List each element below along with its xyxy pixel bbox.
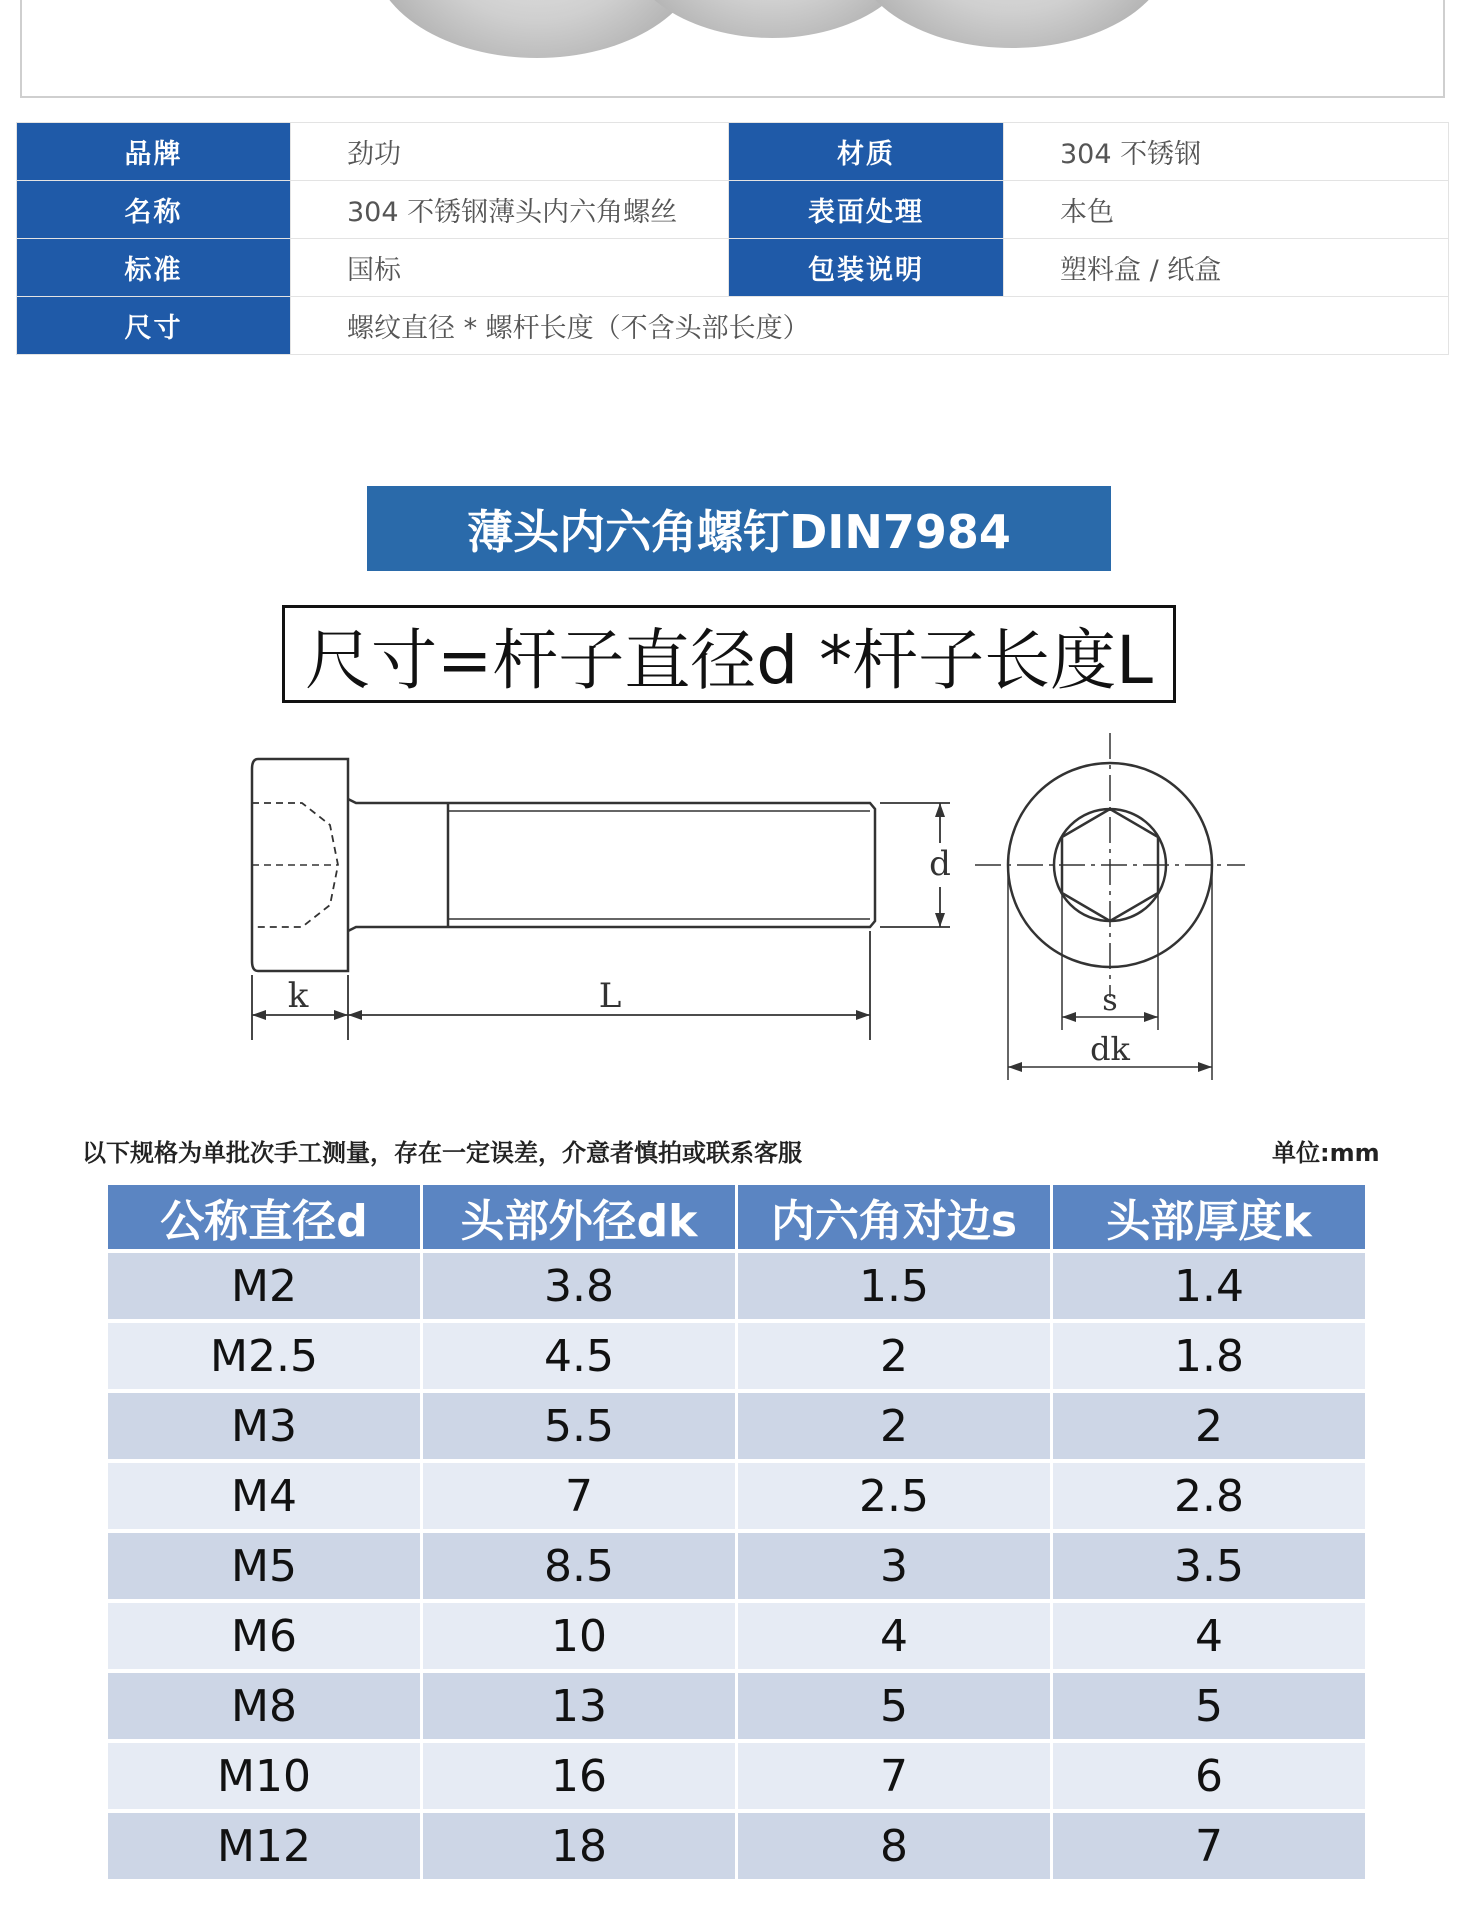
table-row [108, 1323, 1365, 1389]
spec-value: 304 不锈钢 [1004, 123, 1449, 181]
label-d: d [929, 844, 951, 884]
spec-key: 标准 [17, 239, 291, 297]
table-cell: 3.5 [1053, 1533, 1365, 1599]
table-row [108, 1253, 1365, 1319]
table-cell: 2 [738, 1393, 1050, 1459]
spec-key: 品牌 [17, 123, 291, 181]
spec-key: 包装说明 [729, 239, 1004, 297]
table-row [108, 1393, 1365, 1459]
table-cell: M2.5 [108, 1323, 420, 1389]
table-cell: 3.8 [423, 1253, 735, 1319]
table-cell: 5 [1053, 1673, 1365, 1739]
label-dk: dk [1090, 1030, 1130, 1068]
column-header: 内六角对边s [738, 1185, 1050, 1249]
spec-row [17, 181, 1449, 239]
spec-key: 名称 [17, 181, 291, 239]
spec-key: 表面处理 [729, 181, 1004, 239]
table-row [108, 1813, 1365, 1879]
table-cell: 6 [1053, 1743, 1365, 1809]
table-cell: 7 [423, 1463, 735, 1529]
spec-table [16, 122, 1449, 355]
column-header: 头部外径dk [423, 1185, 735, 1249]
table-cell: M8 [108, 1673, 420, 1739]
table-cell: 1.8 [1053, 1323, 1365, 1389]
table-cell: 4 [738, 1603, 1050, 1669]
table-row [108, 1743, 1365, 1809]
table-cell: 2.8 [1053, 1463, 1365, 1529]
column-header: 头部厚度k [1053, 1185, 1365, 1249]
table-cell: M5 [108, 1533, 420, 1599]
table-cell: 2 [1053, 1393, 1365, 1459]
spec-value: 螺纹直径 * 螺杆长度（不含头部长度） [291, 297, 1449, 355]
screw-diagram [230, 725, 1250, 1095]
table-cell: 5.5 [423, 1393, 735, 1459]
table-row [108, 1463, 1365, 1529]
label-L: L [598, 976, 622, 1016]
table-cell: 5 [738, 1673, 1050, 1739]
table-cell: 3 [738, 1533, 1050, 1599]
table-cell: M12 [108, 1813, 420, 1879]
spec-value: 304 不锈钢薄头内六角螺丝 [291, 181, 729, 239]
table-cell: 1.4 [1053, 1253, 1365, 1319]
column-header: 公称直径d [108, 1185, 420, 1249]
unit-label: 单位:mm [1272, 1139, 1380, 1167]
table-cell: M6 [108, 1603, 420, 1669]
table-cell: 8 [738, 1813, 1050, 1879]
measurement-note: 以下规格为单批次手工测量，存在一定误差，介意者慎拍或联系客服 [82, 1139, 802, 1167]
table-cell: M2 [108, 1253, 420, 1319]
table-cell: 7 [1053, 1813, 1365, 1879]
table-cell: M3 [108, 1393, 420, 1459]
size-formula: 尺寸=杆子直径d *杆子长度L [282, 605, 1176, 703]
table-cell: 16 [423, 1743, 735, 1809]
table-cell: 13 [423, 1673, 735, 1739]
table-cell: M10 [108, 1743, 420, 1809]
spec-row [17, 239, 1449, 297]
table-cell: 8.5 [423, 1533, 735, 1599]
table-cell: 4.5 [423, 1323, 735, 1389]
label-k: k [287, 976, 309, 1016]
table-cell: 18 [423, 1813, 735, 1879]
screw-side-view [252, 759, 875, 971]
product-photo [20, 0, 1445, 98]
spec-value: 塑料盒 / 纸盒 [1004, 239, 1449, 297]
spec-value: 本色 [1004, 181, 1449, 239]
table-header-row [108, 1185, 1365, 1249]
spec-key: 材质 [729, 123, 1004, 181]
spec-value: 劲功 [291, 123, 729, 181]
table-cell: M4 [108, 1463, 420, 1529]
table-row [108, 1673, 1365, 1739]
table-cell: 1.5 [738, 1253, 1050, 1319]
table-cell: 7 [738, 1743, 1050, 1809]
table-cell: 2 [738, 1323, 1050, 1389]
dimension-table [105, 1181, 1368, 1883]
label-s: s [1102, 983, 1118, 1018]
table-cell: 4 [1053, 1603, 1365, 1669]
section-title-banner: 薄头内六角螺钉DIN7984 [367, 486, 1111, 571]
table-cell: 10 [423, 1603, 735, 1669]
table-row [108, 1603, 1365, 1669]
table-cell: 2.5 [738, 1463, 1050, 1529]
table-row [108, 1533, 1365, 1599]
spec-row [17, 297, 1449, 355]
spec-value: 国标 [291, 239, 729, 297]
spec-row [17, 123, 1449, 181]
spec-key: 尺寸 [17, 297, 291, 355]
